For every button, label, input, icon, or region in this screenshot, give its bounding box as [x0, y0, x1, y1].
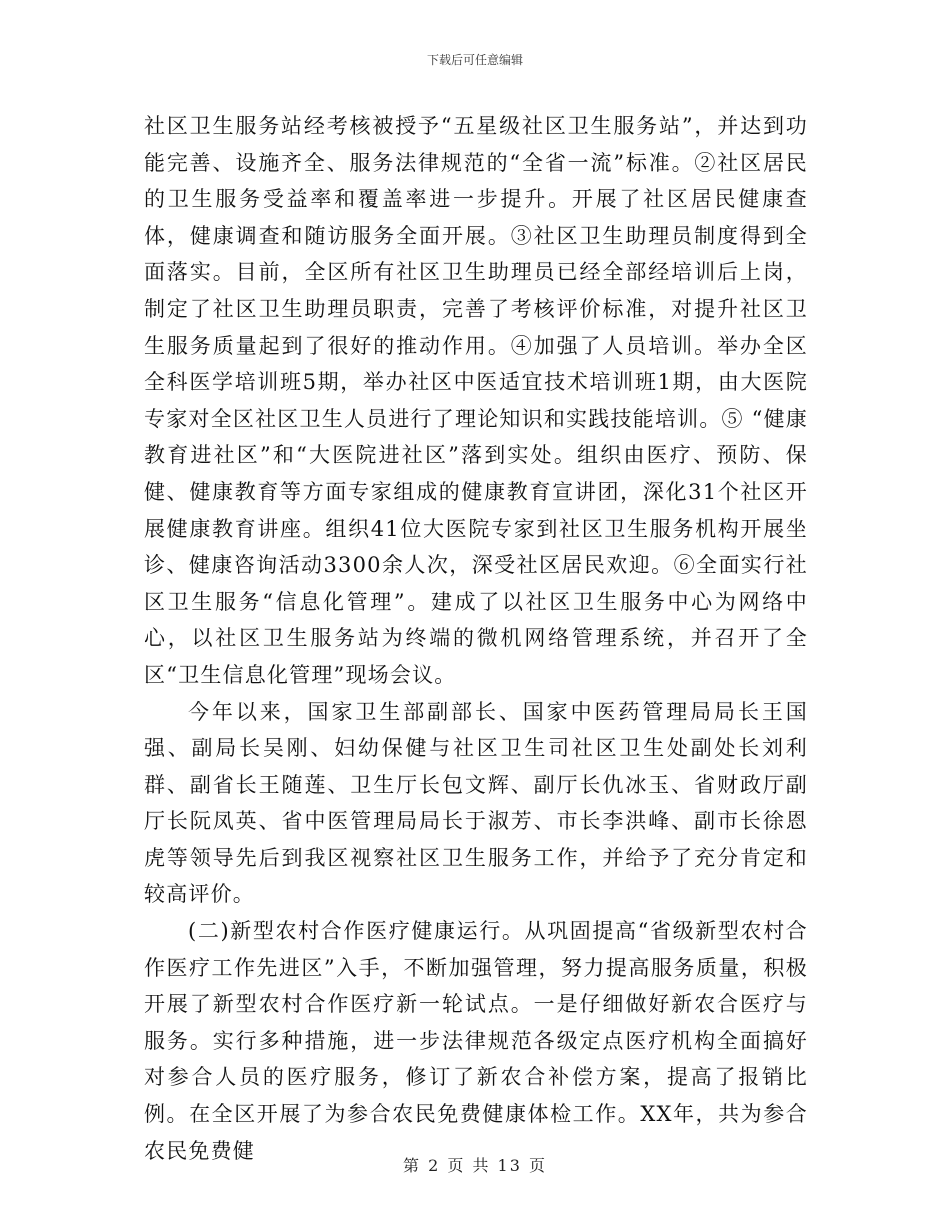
document-body [144, 108, 808, 1169]
paragraph-rural-cooperative-medical: (二)新型农村合作医疗健康运行。从巩固提高“省级新型农村合作医疗工作先进区”入手，不断加强管理，努力提高服务质量，积极开展了新型农村合作医疗新一轮试点。一是仔细做好新农合医疗与服务。实行多种措施，进一步法律规范各级定点医疗机构全面搞好对参合人员的医疗服务，修订了新农合补偿方案，提高了报销比例。在全区开展了为参合农民免费健康体检工作。XX年，共为参合农民免费健 [144, 919, 808, 1163]
page-header: 下载后可任意编辑 [426, 53, 523, 67]
paragraph-leadership-visits: 今年以来，国家卫生部副部长、国家中医药管理局局长王国强、副局长吴刚、妇幼保健与社区卫生司社区卫生处副处长刘利群、副省长王随莲、卫生厅长包文辉、副厅长仇冰玉、省财政厅副厅长阮凤英、省中医管理局局长于淑芳、市长李洪峰、副市长徐恩虎等领导先后到我区视察社区卫生服务工作，并给予了充分肯定和较高评价。 [144, 699, 808, 907]
paragraph-community-health: 社区卫生服务站经考核被授予“五星级社区卫生服务站”，并达到功能完善、设施齐全、服务法律规范的“全省一流”标准。②社区居民的卫生服务受益率和覆盖率进一步提升。开展了社区居民健康查体，健康调查和随访服务全面开展。③社区卫生助理员制度得到全面落实。目前，全区所有社区卫生助理员已经全部经培训后上岗，制定了社区卫生助理员职责，完善了考核评价标准，对提升社区卫生服务质量起到了很好的推动作用。④加强了人员培训。举办全区全科医学培训班5期，举办社区中医适宜技术培训班1期，由大医院专家对全区社区卫生人员进行了理论知识和实践技能培训。⑤ “健康教育进社区”和“大医院进社区”落到实处。组织由医疗、预防、保健、健康教育等方面专家组成的健康教育宣讲团，深化31个社区开展健康教育讲座。组织41位大医院专家到社区卫生服务机构开展坐诊、健康咨询活动3300余人次，深受社区居民欢迎。⑥全面实行社区卫生服务“信息化管理”。建成了以社区卫生服务中心为网络中心，以社区卫生服务站为终端的微机网络管理系统，并召开了全区“卫生信息化管理”现场会议。 [144, 114, 808, 687]
page-number-footer: 第 2 页 共 13 页 [403, 1156, 547, 1175]
